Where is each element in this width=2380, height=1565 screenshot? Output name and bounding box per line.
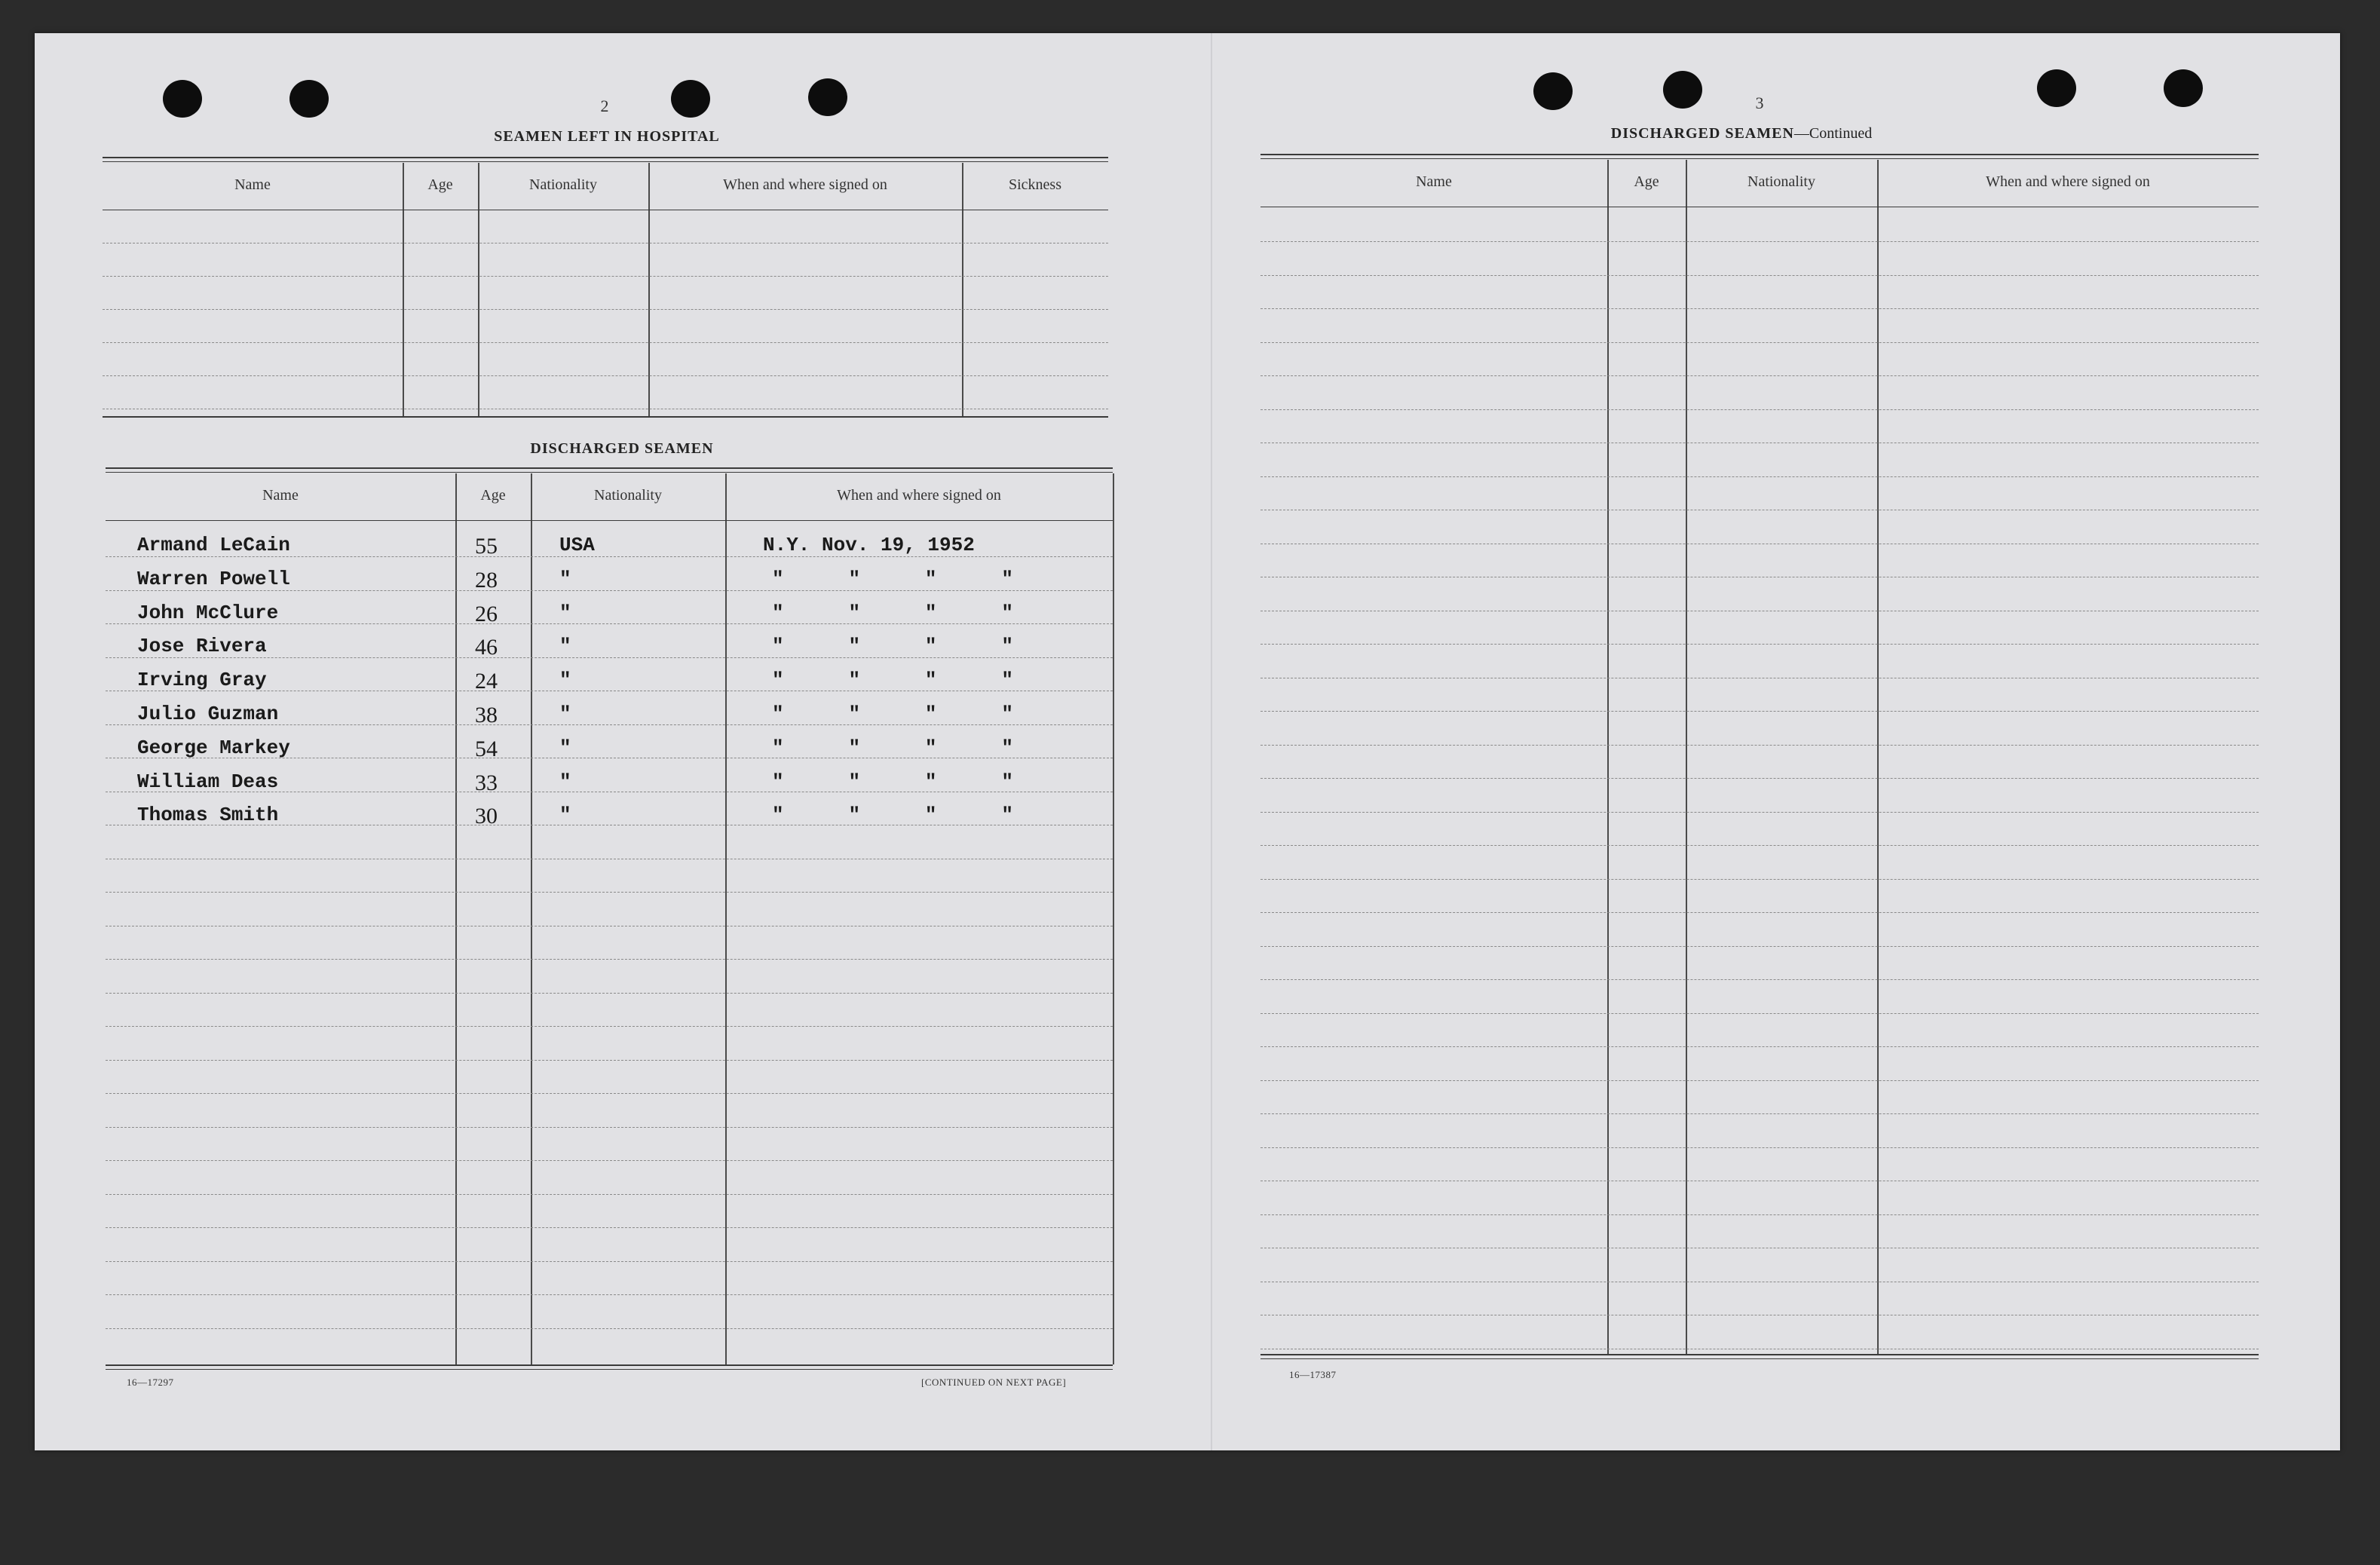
ditto-mark: " [1001, 568, 1013, 590]
seaman-nationality: " [559, 737, 571, 759]
page-number-right: 3 [1755, 93, 1764, 112]
seaman-name: Jose Rivera [137, 635, 267, 657]
ruled-line [106, 1294, 1113, 1295]
ditto-mark: " [1001, 804, 1013, 826]
table-top-rule [106, 472, 1113, 473]
ditto-mark: " [848, 770, 861, 793]
ruled-line [106, 556, 1113, 557]
column-divider [1877, 160, 1879, 1354]
ditto-mark: " [848, 737, 861, 759]
ruled-line [1260, 1013, 2259, 1014]
table-bottom-rule [103, 416, 1108, 418]
ditto-mark: " [924, 669, 937, 691]
form-number-right: 16—17387 [1289, 1369, 1337, 1380]
ruled-line [1260, 275, 2259, 276]
page-fold [1211, 33, 1212, 1450]
seaman-name: George Markey [137, 737, 290, 759]
column-divider [1113, 473, 1114, 1364]
ditto-mark: " [772, 568, 784, 590]
ditto-mark: " [924, 703, 937, 725]
ruled-line [106, 1127, 1113, 1128]
column-header: Nationality [529, 176, 597, 193]
column-header: When and where signed on [723, 176, 887, 193]
column-divider [403, 163, 404, 416]
ditto-mark: " [848, 669, 861, 691]
seaman-age: 38 [475, 703, 498, 727]
seaman-nationality: " [559, 635, 571, 657]
seaman-signed-on-ditto [772, 568, 1013, 590]
ruled-line [106, 1060, 1113, 1061]
column-header: When and where signed on [1986, 173, 2150, 190]
ditto-mark: " [772, 635, 784, 657]
ditto-mark: " [924, 770, 937, 793]
ditto-mark: " [924, 737, 937, 759]
ditto-mark: " [848, 568, 861, 590]
column-header: Age [427, 176, 453, 193]
document-sheet [35, 33, 2340, 1450]
punch-hole [289, 80, 329, 118]
ruled-line [103, 342, 1108, 343]
ruled-line [103, 309, 1108, 310]
ditto-mark: " [924, 804, 937, 826]
column-divider [1686, 160, 1687, 1354]
ditto-mark: " [1001, 703, 1013, 725]
ruled-line [1260, 812, 2259, 813]
punch-hole [2037, 69, 2076, 107]
seaman-signed-on-ditto [772, 804, 1013, 826]
seaman-name: Julio Guzman [137, 703, 279, 725]
ditto-mark: " [772, 737, 784, 759]
ruled-line [1260, 946, 2259, 947]
ditto-mark: " [772, 602, 784, 624]
seaman-age: 30 [475, 804, 498, 828]
column-divider [455, 473, 457, 1364]
ditto-mark: " [924, 568, 937, 590]
seaman-nationality: " [559, 804, 571, 826]
column-divider [478, 163, 479, 416]
seaman-nationality: " [559, 602, 571, 624]
ruled-line [1260, 342, 2259, 343]
hospital-title: SEAMEN LEFT IN HOSPITAL [494, 128, 720, 145]
continued-suffix: —Continued [1793, 125, 1873, 142]
ditto-mark: " [848, 804, 861, 826]
ruled-line [1260, 745, 2259, 746]
table-top-rule [106, 467, 1113, 469]
ruled-line [103, 276, 1108, 277]
ruled-line [1260, 644, 2259, 645]
ditto-mark: " [1001, 770, 1013, 793]
seaman-age: 26 [475, 602, 498, 626]
table-top-rule [103, 157, 1108, 158]
ruled-line [1260, 409, 2259, 410]
seaman-nationality: USA [559, 534, 595, 556]
seaman-nationality: " [559, 770, 571, 793]
seaman-name: John McClure [137, 602, 279, 624]
seaman-age: 33 [475, 770, 498, 795]
ruled-line [1260, 1214, 2259, 1215]
column-header: Age [480, 487, 506, 504]
column-header: Age [1634, 173, 1659, 190]
seaman-name: William Deas [137, 770, 279, 793]
ruled-line [1260, 1147, 2259, 1148]
seaman-age: 55 [475, 534, 498, 559]
ruled-line [1260, 979, 2259, 980]
table-top-rule [103, 161, 1108, 162]
ruled-line [106, 993, 1113, 994]
seaman-signed-on-ditto [772, 635, 1013, 657]
ditto-mark: " [924, 602, 937, 624]
discharged-title: DISCHARGED SEAMEN [530, 440, 714, 457]
seaman-age: 24 [475, 669, 498, 694]
punch-hole [1533, 72, 1573, 110]
seaman-signed-on-ditto [772, 669, 1013, 691]
column-divider [1607, 160, 1609, 1354]
ruled-line [106, 1328, 1113, 1329]
table-top-rule [1260, 158, 2259, 159]
seaman-nationality: " [559, 568, 571, 590]
seaman-signed-on-ditto [772, 703, 1013, 725]
seaman-name: Irving Gray [137, 669, 267, 691]
seaman-age: 46 [475, 635, 498, 660]
column-divider [648, 163, 650, 416]
ruled-line [1260, 1113, 2259, 1114]
ruled-line [106, 1160, 1113, 1161]
punch-hole [163, 80, 202, 118]
column-header: Name [234, 176, 271, 193]
ditto-mark: " [924, 635, 937, 657]
ditto-mark: " [772, 669, 784, 691]
ruled-line [1260, 912, 2259, 913]
column-header: Sickness [1009, 176, 1061, 193]
punch-hole [2164, 69, 2203, 107]
page-number-left: 2 [600, 96, 609, 115]
seaman-name: Armand LeCain [137, 534, 290, 556]
ruled-line [106, 1227, 1113, 1228]
ruled-line [106, 959, 1113, 960]
seaman-signed-on: N.Y. Nov. 19, 1952 [763, 534, 975, 556]
seaman-nationality: " [559, 703, 571, 725]
discharged-continued-title [1478, 125, 2005, 142]
column-header: When and where signed on [837, 487, 1001, 504]
punch-hole [671, 80, 710, 118]
column-divider [725, 473, 727, 1364]
seaman-name: Warren Powell [137, 568, 290, 590]
seaman-name: Thomas Smith [137, 804, 279, 826]
ruled-line [1260, 1046, 2259, 1047]
seaman-signed-on-ditto [772, 770, 1013, 793]
column-header: Nationality [594, 487, 662, 504]
ruled-line [1260, 476, 2259, 477]
ruled-line [106, 892, 1113, 893]
ditto-mark: " [1001, 635, 1013, 657]
ruled-line [106, 1261, 1113, 1262]
ruled-line [106, 1026, 1113, 1027]
ruled-line [106, 1093, 1113, 1094]
seaman-signed-on-ditto [772, 737, 1013, 759]
ruled-line [1260, 711, 2259, 712]
ruled-line [1260, 778, 2259, 779]
table-bottom-rule [1260, 1358, 2259, 1359]
ditto-mark: " [772, 703, 784, 725]
seaman-signed-on-ditto [772, 602, 1013, 624]
header-rule [106, 520, 1113, 521]
ruled-line [1260, 375, 2259, 376]
ruled-line [1260, 241, 2259, 242]
table-bottom-rule [106, 1364, 1113, 1366]
punch-hole [1663, 71, 1702, 109]
table-bottom-rule [1260, 1354, 2259, 1355]
ruled-line [1260, 879, 2259, 880]
ditto-mark: " [848, 703, 861, 725]
ruled-line [1260, 845, 2259, 846]
seaman-age: 28 [475, 568, 498, 593]
table-bottom-rule [106, 1369, 1113, 1370]
ruled-line [1260, 1080, 2259, 1081]
continued-note: [CONTINUED ON NEXT PAGE] [921, 1377, 1067, 1388]
seaman-nationality: " [559, 669, 571, 691]
ditto-mark: " [1001, 669, 1013, 691]
discharged-continued-title-text: DISCHARGED SEAMEN [1610, 125, 1794, 142]
column-header: Name [1416, 173, 1452, 190]
column-divider [531, 473, 532, 1364]
ruled-line [1260, 308, 2259, 309]
punch-hole [808, 78, 847, 116]
seaman-age: 54 [475, 737, 498, 761]
ditto-mark: " [1001, 602, 1013, 624]
ruled-line [103, 375, 1108, 376]
ditto-mark: " [772, 770, 784, 793]
ditto-mark: " [848, 635, 861, 657]
table-top-rule [1260, 154, 2259, 155]
column-header: Name [262, 487, 299, 504]
ditto-mark: " [772, 804, 784, 826]
ruled-line [106, 1194, 1113, 1195]
ditto-mark: " [1001, 737, 1013, 759]
form-number-left: 16—17297 [127, 1377, 174, 1388]
column-header: Nationality [1747, 173, 1815, 190]
column-divider [962, 163, 963, 416]
ditto-mark: " [848, 602, 861, 624]
